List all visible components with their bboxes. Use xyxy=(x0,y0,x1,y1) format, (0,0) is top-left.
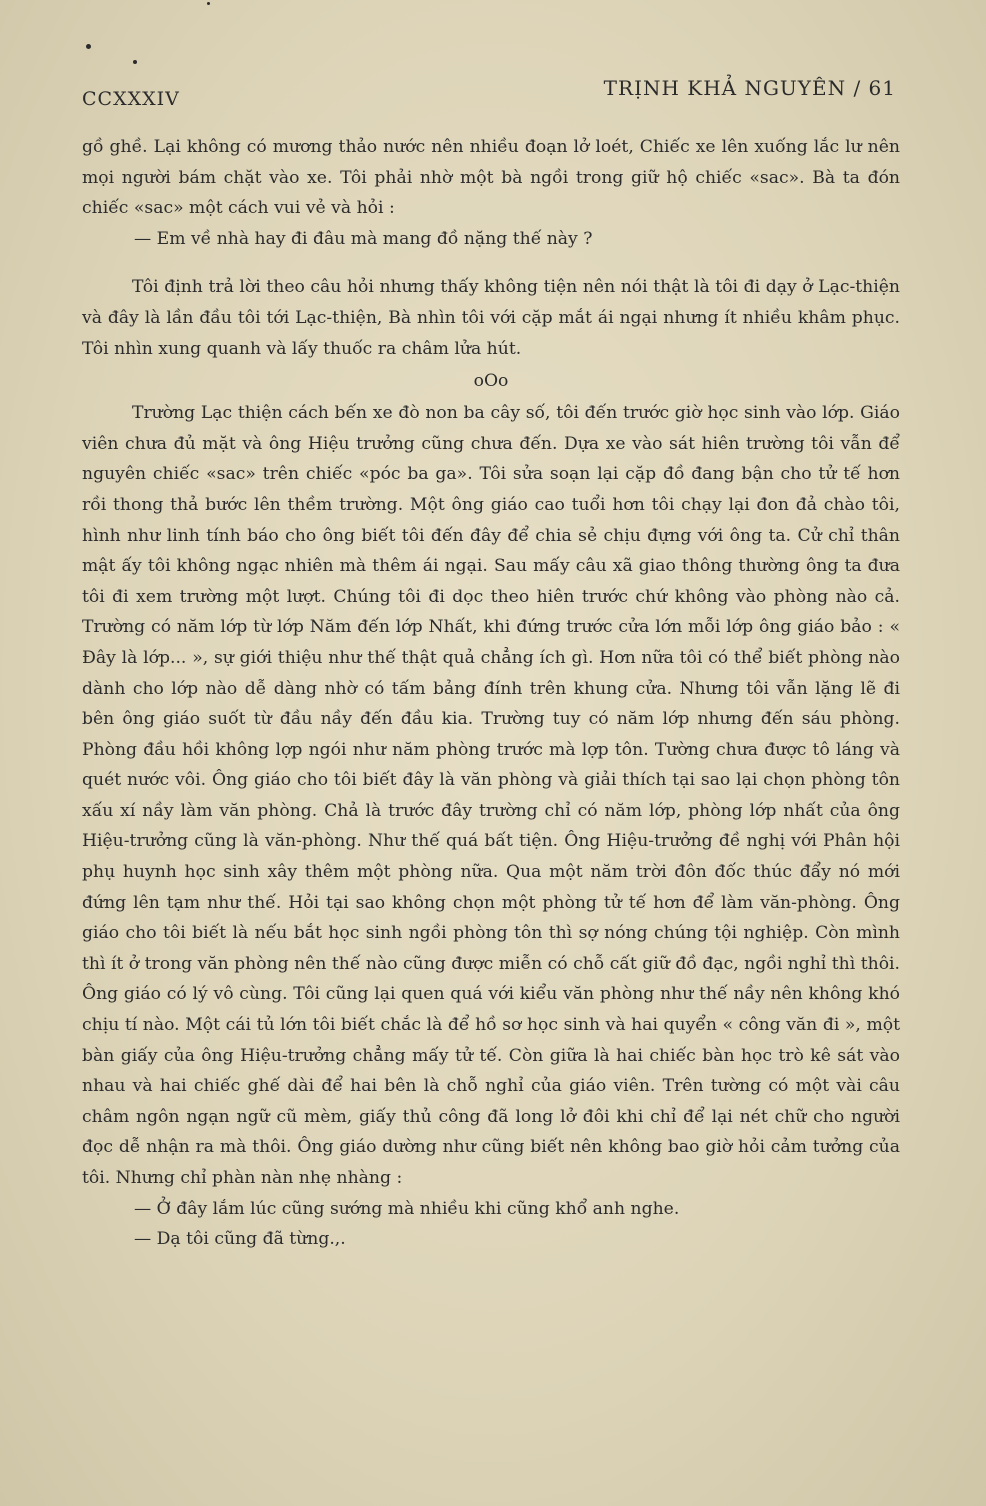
ink-speck xyxy=(133,60,137,64)
dialogue-1: — Em về nhà hay đi đâu mà mang đồ nặng thế này ? xyxy=(134,228,593,249)
running-title: TRỊNH KHẢ NGUYÊN / 61 xyxy=(603,76,896,100)
paragraph-1: gồ ghề. Lại không có mương thảo nước nên nhiều đoạn lở loét, Chiếc xe lên xuống lắc lư nên mọi người bám chặt vào xe. Tôi phải nhờ một bà ngồi trong giữ hộ chiếc «sac». Bà ta đón chiếc «sac» một cách vui vẻ và hỏi : xyxy=(82,137,900,219)
body-text xyxy=(82,132,900,1255)
dialogue-3: — Dạ tôi cũng đã từng.,. xyxy=(134,1229,346,1250)
page-header xyxy=(82,70,896,110)
dialogue-2: — Ở đây lắm lúc cũng sướng mà nhiều khi cũng khổ anh nghe. xyxy=(134,1198,680,1219)
paragraph-2: Tôi định trả lời theo câu hỏi nhưng thấy không tiện nên nói thật là tôi đi dạy ở Lạc-thiện và đây là lần đầu tôi tới Lạc-thiện, Bà nhìn tôi với cặp mắt ái ngại nhưng ít nhiều khâm phục. Tôi nhìn xung quanh và lấy thuốc ra châm lửa hút. xyxy=(82,277,900,359)
folio-number: CCXXXIV xyxy=(82,88,180,110)
section-separator: oOo xyxy=(473,371,509,392)
ink-speck xyxy=(207,2,210,5)
paragraph-3: Trường Lạc thiện cách bến xe đò non ba cây số, tôi đến trước giờ học sinh vào lớp. Giáo viên chưa đủ mặt và ông Hiệu trưởng cũng chưa đến. Dựa xe vào sát hiên trường tôi vẫn để nguyên chiếc «sac» trên chiếc «póc ba ga». Tôi sửa soạn lại cặp đồ đang bận cho tử tế hơn rồi thong thả bước lên thềm trường. Một ông giáo cao tuổi hơn tôi chạy lại đon đả chào tôi, hình như linh tính báo cho ông biết tôi đến đây để chia sẻ chịu đựng với ông ta. Cử chỉ thân mật ấy tôi không ngạc nhiên mà thêm ái ngại. Sau mấy câu xã giao thông thường ông ta đưa tôi đi xem trường một lượt. Chúng tôi đi dọc theo hiên trước chứ không vào phòng nào cả. Trường có năm lớp từ lớp Năm đến lớp Nhất, khi đứng trước cửa lớn mỗi lớp ông giáo bảo : « Đây là lớp... », sự giới thiệu như thế thật quả chẳng ích gì. Hơn nữa tôi có thể biết phòng nào dành cho lớp nào dễ dàng nhờ có tấm bảng đính trên khung cửa. Nhưng tôi vẫn lặng lẽ đi bên ông giáo suốt từ đầu nầy đến đầu kia. Trường tuy có năm lớp nhưng đến sáu phòng. Phòng đầu hồi không lợp ngói như năm phòng trước mà lợp tôn. Tường chưa được tô láng và quét nước vôi. Ông giáo cho tôi biết đây là văn phòng và giải thích tại sao lại chọn phòng tôn xấu xí nầy làm văn phòng. Chả là trước đây trường chỉ có năm lớp, phòng lớp nhất của ông Hiệu-trưởng cũng là văn-phòng. Như thế quá bất tiện. Ông Hiệu-trưởng đề nghị với Phân hội phụ huynh học sinh xây thêm một phòng nữa. Qua một năm trời đôn đốc thúc đẩy nó mới đứng lên tạm như thế. Hỏi tại sao không chọn một phòng tử tế hơn để làm văn-phòng. Ông giáo cho tôi biết là nếu bắt học sinh ngồi phòng tôn thì sợ nóng chúng tội nghiệp. Còn mình thì ít ở trong văn phòng nên thế nào cũng được miễn có chỗ cất giữ đồ đạc, ngồi nghỉ thì thôi. Ông giáo có lý vô cùng. Tôi cũng lại quen quá với kiểu văn phòng như thế nầy nên không khó chịu tí nào. Một cái tủ lớn tôi biết chắc là để hồ sơ học sinh và hai quyển « công văn đi », một bàn giấy của ông Hiệu-trưởng chẳng mấy tử tế. Còn giữa là hai chiếc bàn học trò kê sát vào nhau và hai chiếc ghế dài để hai bên là chỗ nghỉ của giáo viên. Trên tường có một vài câu châm ngôn ngạn ngữ cũ mèm, giấy thủ công đã long lở đôi khi chỉ để lại nét chữ cho người đọc dễ nhận ra mà thôi. Ông giáo dường như cũng biết nên không bao giờ hỏi cảm tưởng của tôi. Nhưng chỉ phàn nàn nhẹ nhàng : xyxy=(82,403,900,1188)
paragraph-gap xyxy=(82,254,900,272)
ink-speck xyxy=(86,44,91,49)
